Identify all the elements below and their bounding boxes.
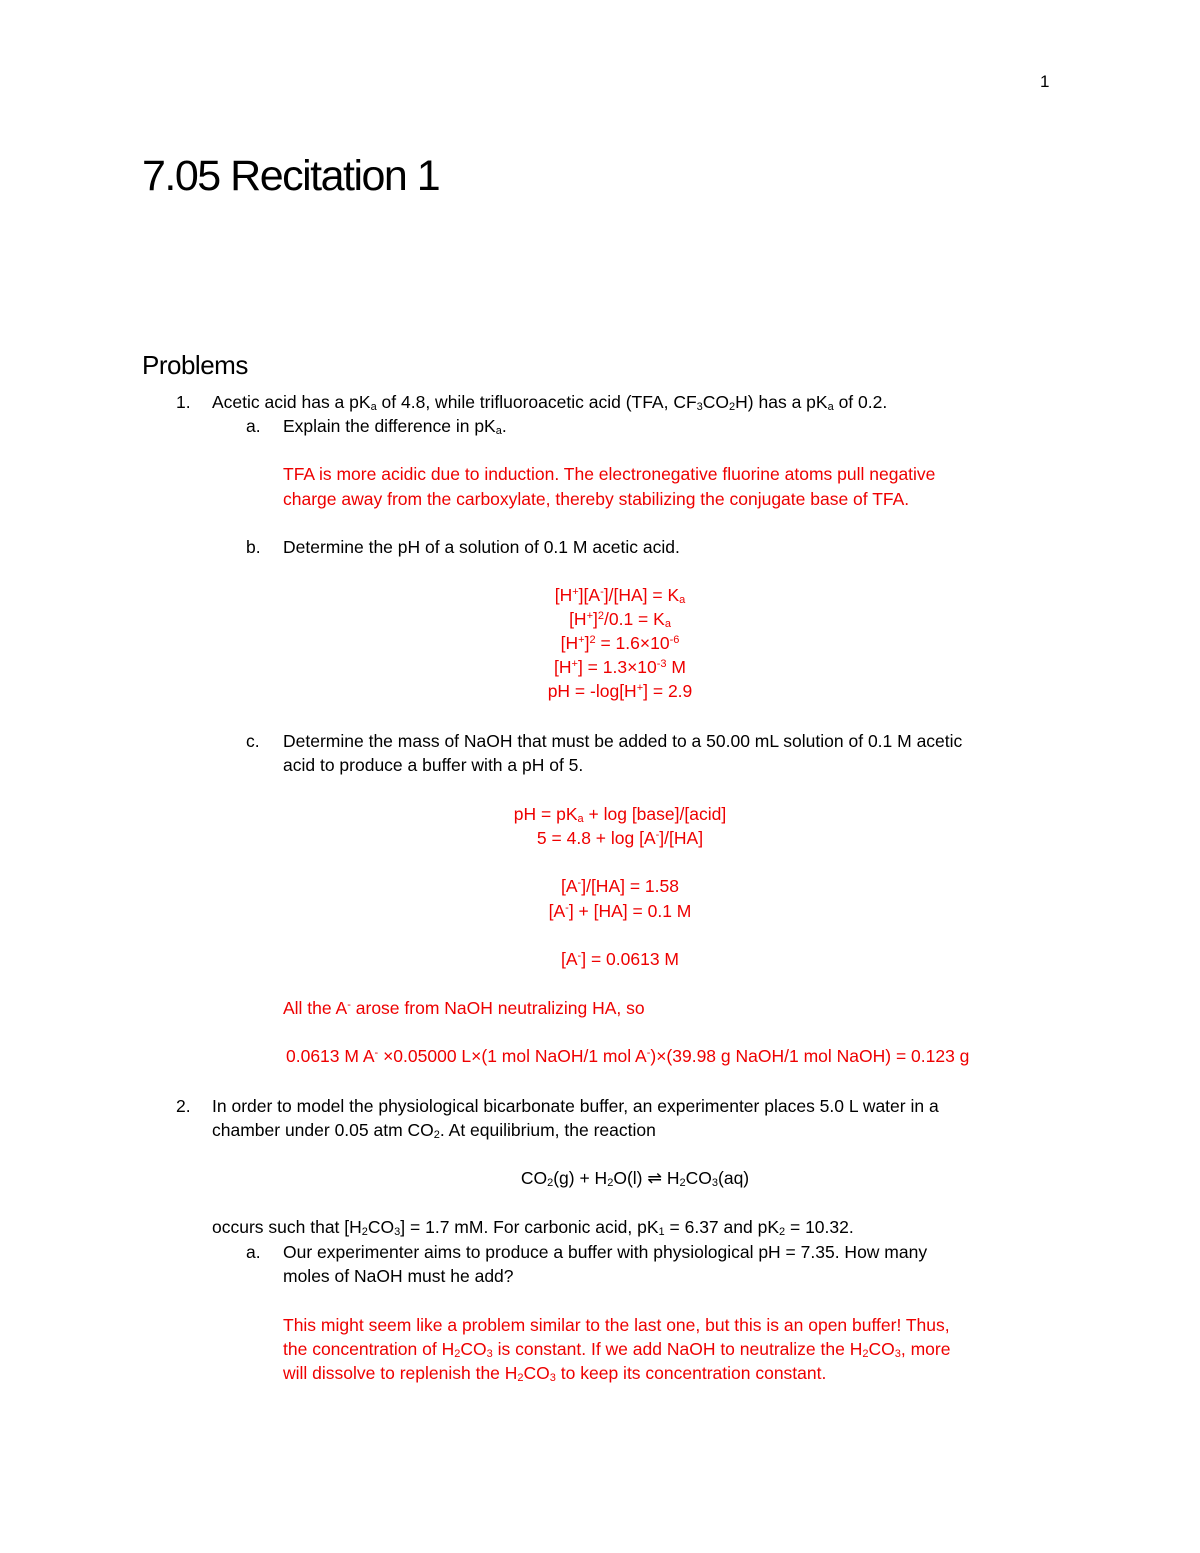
page-number: 1 bbox=[1040, 72, 1050, 91]
problem-2-stem-line-1: In order to model the physiological bicarbonate buffer, an experimenter places 5.0 L water in a bbox=[212, 1096, 939, 1116]
part-1c-equation-5: [A-] = 0.0613 M bbox=[561, 949, 679, 969]
part-1c-calculation: 0.0613 M A- ×0.05000 L×(1 mol NaOH/1 mol A-)×(39.98 g NaOH/1 mol NaOH) = 0.123 g bbox=[286, 1046, 970, 1066]
part-2a-answer-line-3: will dissolve to replenish the $H_2CO_3$ to keep its concentration constant. bbox=[283, 1363, 827, 1384]
part-2a-label: a. bbox=[246, 1242, 261, 1262]
part-1b-equation-3: $[H^+]^2 = 1.6\times 10^{-6}$ bbox=[560, 633, 680, 653]
problem-2-reaction: $CO_2(g) + H_2O(l)$ ⇌ $H_2CO_3(aq)$ bbox=[520, 1168, 750, 1189]
part-2a-question-line-1: Our experimenter aims to produce a buffer with physiological pH = 7.35. How many bbox=[283, 1242, 928, 1262]
part-1b-equation-2: $[H^+]^2/0.1 = K_a$ bbox=[569, 609, 671, 630]
section-heading: Problems bbox=[142, 350, 248, 380]
problem-1-number: 1. bbox=[176, 392, 191, 412]
part-1c-equation-3: [A-]/[HA] = 1.58 bbox=[561, 876, 679, 896]
part-2a-answer-line-1: This might seem like a problem similar to the last one, but this is an open buffer! Thus, bbox=[283, 1315, 950, 1335]
problem-1-stem: Acetic acid has a $pK_a$ of 4.8, while trifluoroacetic acid (TFA, $CF_3CO_2H$) has a $pK_a$ of 0.2. bbox=[212, 392, 888, 413]
part-1b-equation-1: $[H^+][A^-]/[HA] = K_a$ bbox=[554, 585, 686, 606]
part-2a-question-line-2: moles of NaOH must he add? bbox=[283, 1266, 514, 1286]
part-1c-question-line-2: acid to produce a buffer with a pH of 5. bbox=[283, 755, 584, 775]
part-1b-question: Determine the pH of a solution of 0.1 M acetic acid. bbox=[283, 537, 680, 557]
part-1a-answer-line-1: TFA is more acidic due to induction. The electronegative fluorine atoms pull negative bbox=[283, 464, 936, 484]
part-1a-label: a. bbox=[246, 416, 261, 436]
problem-2-conditions: occurs such that $[H_2CO_3] = 1.7$ mM. For carbonic acid, $pK_1 = 6.37$ and $pK_2 = 10.32$. bbox=[212, 1217, 854, 1238]
part-1c-equation-1: pH = $pK_a + \log$ [base]/[acid] bbox=[513, 804, 727, 825]
part-2a-answer-line-2: the concentration of $H_2CO_3$ is constant. If we add NaOH to neutralize the $H_2CO_3$, more bbox=[283, 1339, 951, 1360]
problem-2-number: 2. bbox=[176, 1096, 191, 1116]
problem-2-stem-line-2: chamber under 0.05 atm $CO_2$. At equilibrium, the reaction bbox=[212, 1120, 656, 1141]
part-1c-label: c. bbox=[246, 731, 260, 751]
part-1b-equation-4: $[H^+] = 1.3\times 10^{-3}$ M bbox=[554, 657, 686, 677]
part-1c-equation-4: [A-] + [HA] = 0.1 M bbox=[548, 901, 692, 921]
part-1c-equation-2: 5 = 4.8 + log [A-]/[HA] bbox=[536, 828, 704, 848]
part-1b-label: b. bbox=[246, 537, 261, 557]
part-1a-question: Explain the difference in $pK_a$. bbox=[283, 416, 507, 437]
part-1c-note: All the A- arose from NaOH neutralizing HA, so bbox=[283, 998, 645, 1018]
part-1c-question-line-1: Determine the mass of NaOH that must be added to a 50.00 mL solution of 0.1 M acetic bbox=[283, 731, 963, 751]
part-1a-answer-line-2: charge away from the carboxylate, thereby stabilizing the conjugate base of TFA. bbox=[283, 489, 910, 509]
page-title: 7.05 Recitation 1 bbox=[142, 152, 440, 200]
part-1b-equation-5: pH = -log[H+] = 2.9 bbox=[547, 681, 693, 701]
